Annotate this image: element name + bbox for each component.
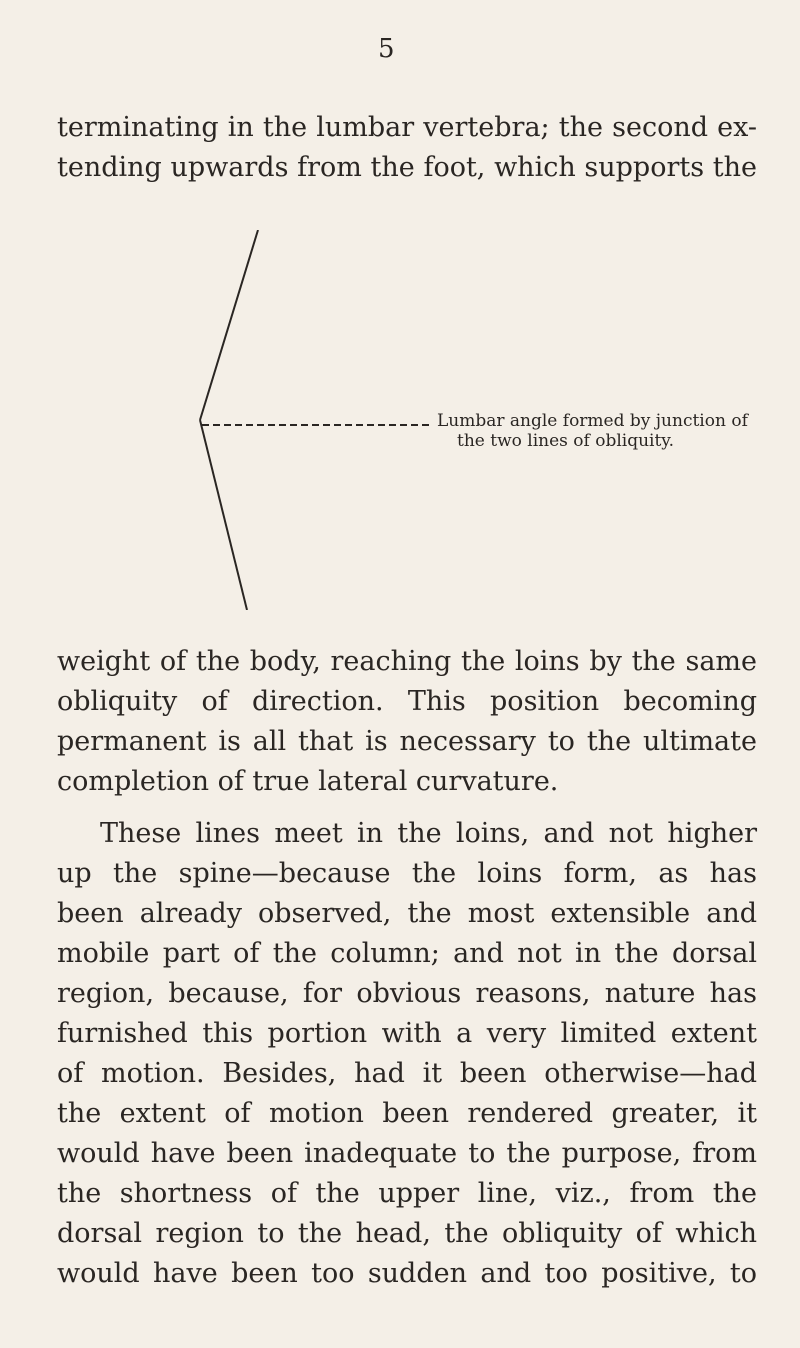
text-line: region, because, for obvious reasons, nature has (57, 978, 757, 1009)
text-line: the shortness of the upper line, viz., from the (57, 1178, 757, 1209)
figure-caption-line-1: Lumbar angle formed by junction of (437, 411, 748, 431)
text-line: furnished this portion with a very limited extent (57, 1018, 757, 1049)
lower-obliquity-line (200, 420, 247, 610)
text-line: completion of true lateral curvature. (57, 766, 559, 797)
text-line: terminating in the lumbar vertebra; the second ex- (57, 112, 757, 143)
page-number: 5 (378, 34, 395, 64)
text-line: These lines meet in the loins, and not higher (100, 818, 757, 849)
upper-obliquity-line (200, 230, 258, 420)
text-line: weight of the body, reaching the loins by the same (57, 646, 757, 677)
text-line: of motion. Besides, had it been otherwise—had (57, 1058, 757, 1089)
text-line: permanent is all that is necessary to the ultimate (57, 726, 757, 757)
text-line: would have been too sudden and too positive, to (57, 1258, 757, 1289)
figure (180, 230, 748, 610)
text-line: mobile part of the column; and not in the dorsal (57, 938, 757, 969)
text-line: been already observed, the most extensible and (57, 898, 757, 929)
figure-caption-line-2: the two lines of obliquity. (457, 431, 675, 451)
text-line: tending upwards from the foot, which supports the (57, 152, 757, 183)
text-line: would have been inadequate to the purpose, from (57, 1138, 757, 1169)
text-line: obliquity of direction. This position becoming (57, 686, 757, 717)
text-line: up the spine—because the loins form, as has (57, 858, 757, 889)
text-line: dorsal region to the head, the obliquity of which (57, 1218, 757, 1249)
text-line: the extent of motion been rendered greater, it (57, 1098, 757, 1129)
